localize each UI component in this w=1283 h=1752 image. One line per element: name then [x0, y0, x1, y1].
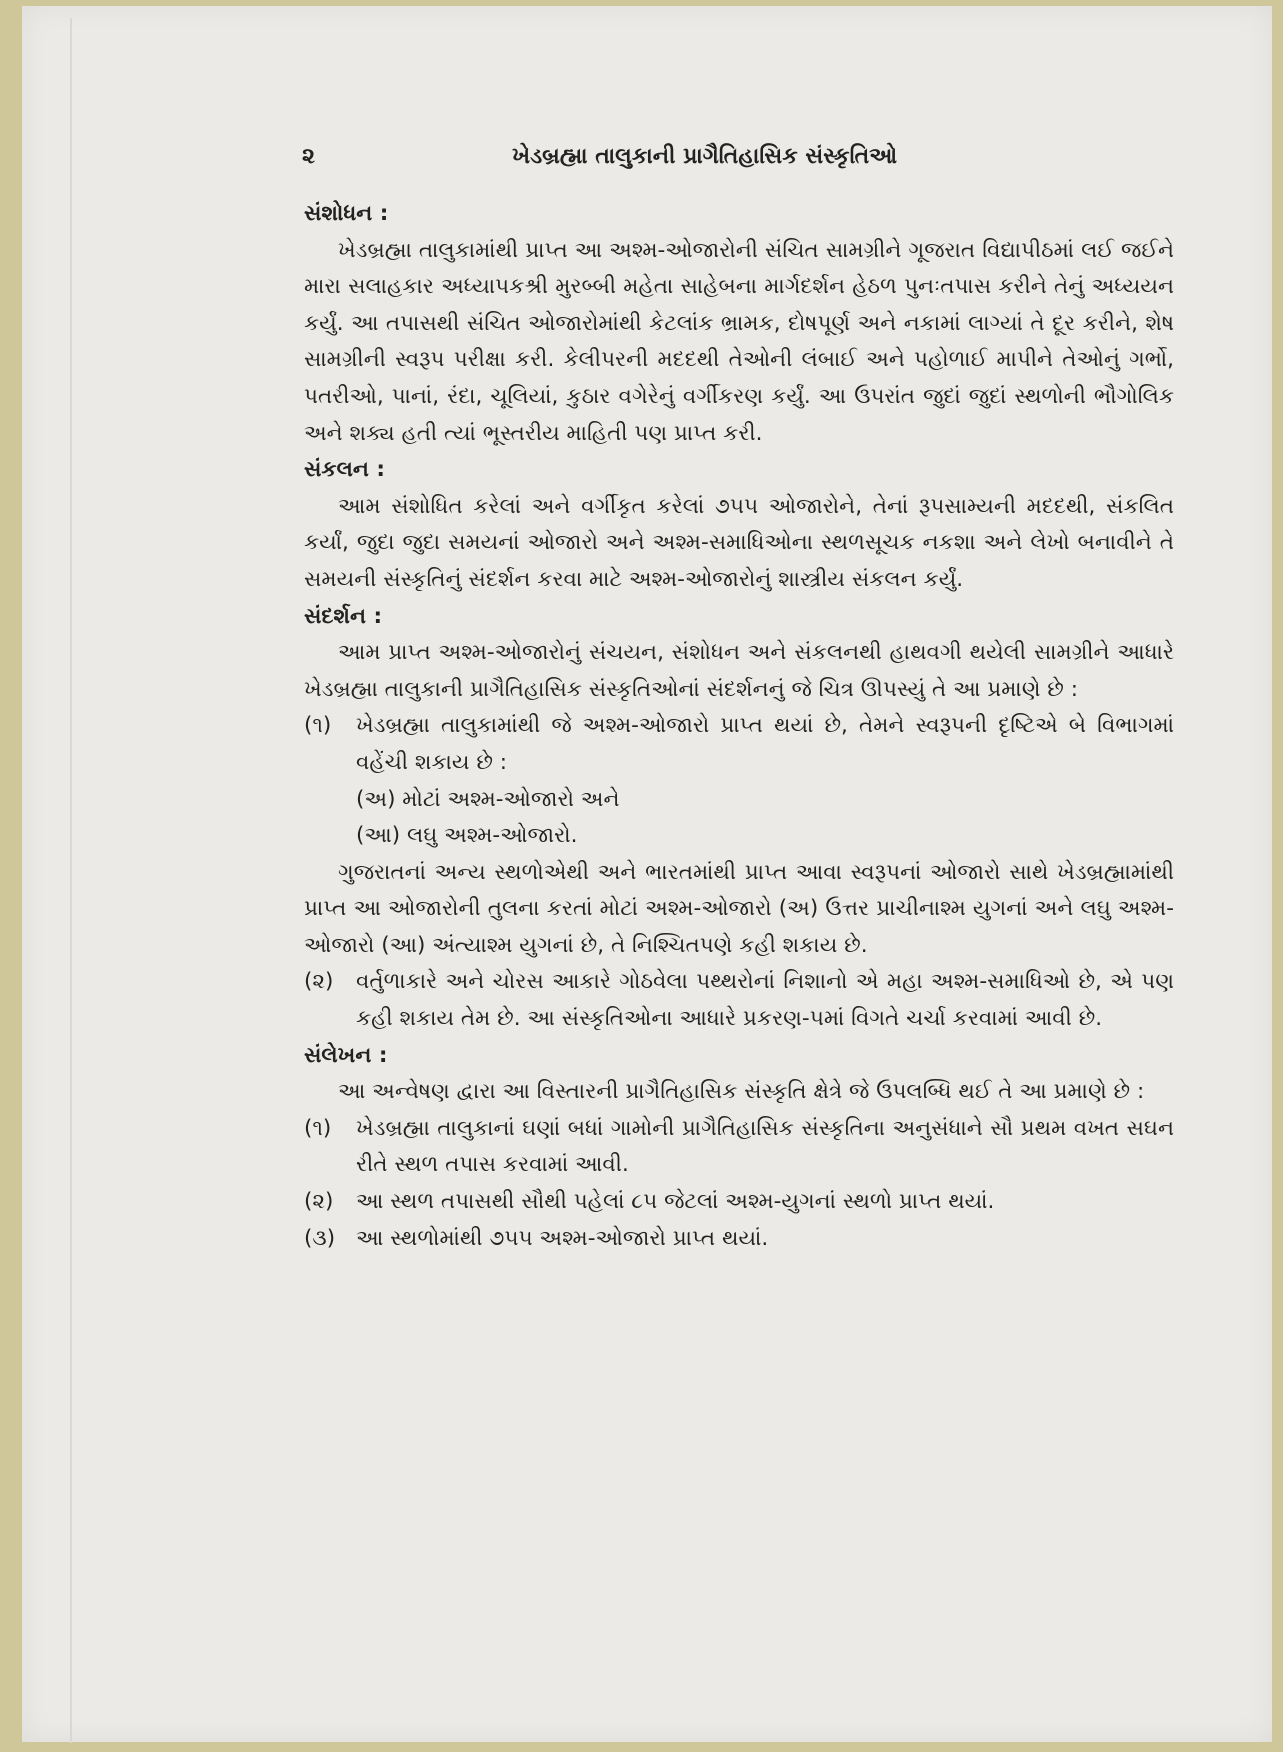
paragraph-sandarshan: આમ પ્રાપ્ત અશ્મ-ઓજારોનું સંચયન, સંશોધન અને સંકલનથી હાથવગી થયેલી સામગ્રીને આધારે ખેડબ્રહ્મા તાલુકાની પ્રાગૈતિહાસિક સંસ્કૃતિઓનાં સંદર્શનનું જે ચિત્ર ઊપસ્યું તે આ પ્રમાણે છે : — [304, 640, 1174, 702]
page-content — [304, 196, 1174, 1257]
paragraph-sanlekhan: આ અન્વેષણ દ્વારા આ વિસ્તારની પ્રાગૈતિહાસિક સંસ્કૃતિ ક્ષેત્રે જે ઉપલબ્ધિ થઈ તે આ પ્રમાણે છે : — [338, 1079, 1145, 1105]
list-item-sandarshan-2 — [304, 964, 1174, 1037]
list-item-sanlekhan-2 — [304, 1184, 1174, 1221]
page-inner-edge — [70, 18, 72, 1743]
sub-item-a: (અ) મોટાં અશ્મ-ઓજારો અને — [356, 786, 620, 812]
list-text: આ સ્થળોમાંથી ૭૫૫ અશ્મ-ઓજારો પ્રાપ્ત થયાં. — [356, 1225, 769, 1251]
list-text: ખેડબ્રહ્મા તાલુકાનાં ઘણાં બધાં ગામોની પ્રાગૈતિહાસિક સંસ્કૃતિના અનુસંધાને સૌ પ્રથમ વખત સઘન રીતે સ્થળ તપાસ કરવામાં આવી. — [356, 1115, 1174, 1178]
list-number: (૧) — [304, 713, 332, 739]
list-text: આ સ્થળ તપાસથી સૌથી પહેલાં ૮૫ જેટલાં અશ્મ-યુગનાં સ્થળો પ્રાપ્ત થયાં. — [356, 1189, 995, 1215]
heading-sanlekhan: સંલેખન : — [304, 1042, 388, 1068]
list-item-sanlekhan-1 — [304, 1111, 1174, 1184]
list-number: (૨) — [304, 969, 334, 995]
running-title: ખેડબ્રહ્મા તાલુકાની પ્રાગૈતિહાસિક સંસ્કૃતિઓ — [512, 144, 898, 169]
sub-item-aa: (આ) લઘુ અશ્મ-ઓજારો. — [356, 823, 578, 849]
heading-sankalan: સંકલન : — [304, 457, 385, 483]
list-item-sandarshan-1 — [304, 708, 1174, 781]
page-header — [302, 144, 1202, 184]
list-text: વર્તુળાકારે અને ચોરસ આકારે ગોઠવેલા પથ્થરોનાં નિશાનો એ મહા અશ્મ-સમાધિઓ છે, એ પણ કહી શકાય તેમ છે. આ સંસ્કૃતિઓના આધારે પ્રકરણ-૫માં વિગતે ચર્ચા કરવામાં આવી છે. — [356, 969, 1174, 1032]
paragraph-sankalan: આમ સંશોધિત કરેલાં અને વર્ગીકૃત કરેલાં ૭૫૫ ઓજારોને, તેનાં રૂપસામ્યની મદદથી, સંકલિત કર્યાં, જુદા જુદા સમયનાં ઓજારો અને અશ્મ-સમાધિઓના સ્થળસૂચક નકશા અને લેખો બનાવીને તે સમયની સંસ્કૃતિનું સંદર્શન કરવા માટે અશ્મ-ઓજારોનું શાસ્ત્રીય સંકલન કર્યું. — [304, 493, 1174, 592]
paragraph-samshodhan: ખેડબ્રહ્મા તાલુકામાંથી પ્રાપ્ત આ અશ્મ-ઓજારોની સંચિત સામગ્રીને ગૂજરાત વિદ્યાપીઠમાં લઈ જઈને મારા સલાહકાર અધ્યાપકશ્રી મુરબ્બી મહેતા સાહેબના માર્ગદર્શન હેઠળ પુનઃતપાસ કરીને તેનું અધ્યયન કર્યું. આ તપાસથી સંચિત ઓજારોમાંથી કેટલાંક ભ્રામક, દોષપૂર્ણ અને નકામાં લાગ્યાં તે દૂર કરીને, શેષ સામગ્રીની સ્વરૂપ પરીક્ષા કરી. કેલીપરની મદદથી તેઓની લંબાઈ અને પહોળાઈ માપીને તેઓનું ગર્ભો, પતરીઓ, પાનાં, રંદા, ચૂલિયાં, કુઠાર વગેરેનું વર્ગીકરણ કર્યું. આ ઉપરાંત જુદાં જુદાં સ્થળોની ભૌગોલિક અને શક્ય હતી ત્યાં ભૂસ્તરીય માહિતી પણ પ્રાપ્ત કરી. — [304, 237, 1174, 446]
list-number: (૩) — [304, 1225, 336, 1251]
paragraph-sandarshan-comparison: ગુજરાતનાં અન્ય સ્થળોએથી અને ભારતમાંથી પ્રાપ્ત આવા સ્વરૂપનાં ઓજારો સાથે ખેડબ્રહ્મામાંથી પ્રાપ્ત આ ઓજારોની તુલના કરતાં મોટાં અશ્મ-ઓજારો (અ) ઉત્તર પ્રાચીનાશ્મ યુગનાં અને લઘુ અશ્મ-ઓજારો (આ) અંત્યાશ્મ યુગનાં છે, તે નિશ્ચિતપણે કહી શકાય છે. — [304, 859, 1174, 958]
heading-samshodhan: સંશોધન : — [304, 201, 389, 226]
list-number: (૧) — [304, 1115, 332, 1141]
heading-sandarshan: સંદર્શન : — [304, 603, 383, 629]
list-item-sanlekhan-3 — [304, 1221, 1174, 1258]
list-number: (૨) — [304, 1189, 334, 1215]
page-number: ૨ — [302, 144, 315, 169]
book-page — [22, 6, 1272, 1742]
list-text: ખેડબ્રહ્મા તાલુકામાંથી જે અશ્મ-ઓજારો પ્રાપ્ત થયાં છે, તેમને સ્વરૂપની દૃષ્ટિએ બે વિભાગમાં વહેંચી શકાય છે : — [356, 713, 1174, 775]
